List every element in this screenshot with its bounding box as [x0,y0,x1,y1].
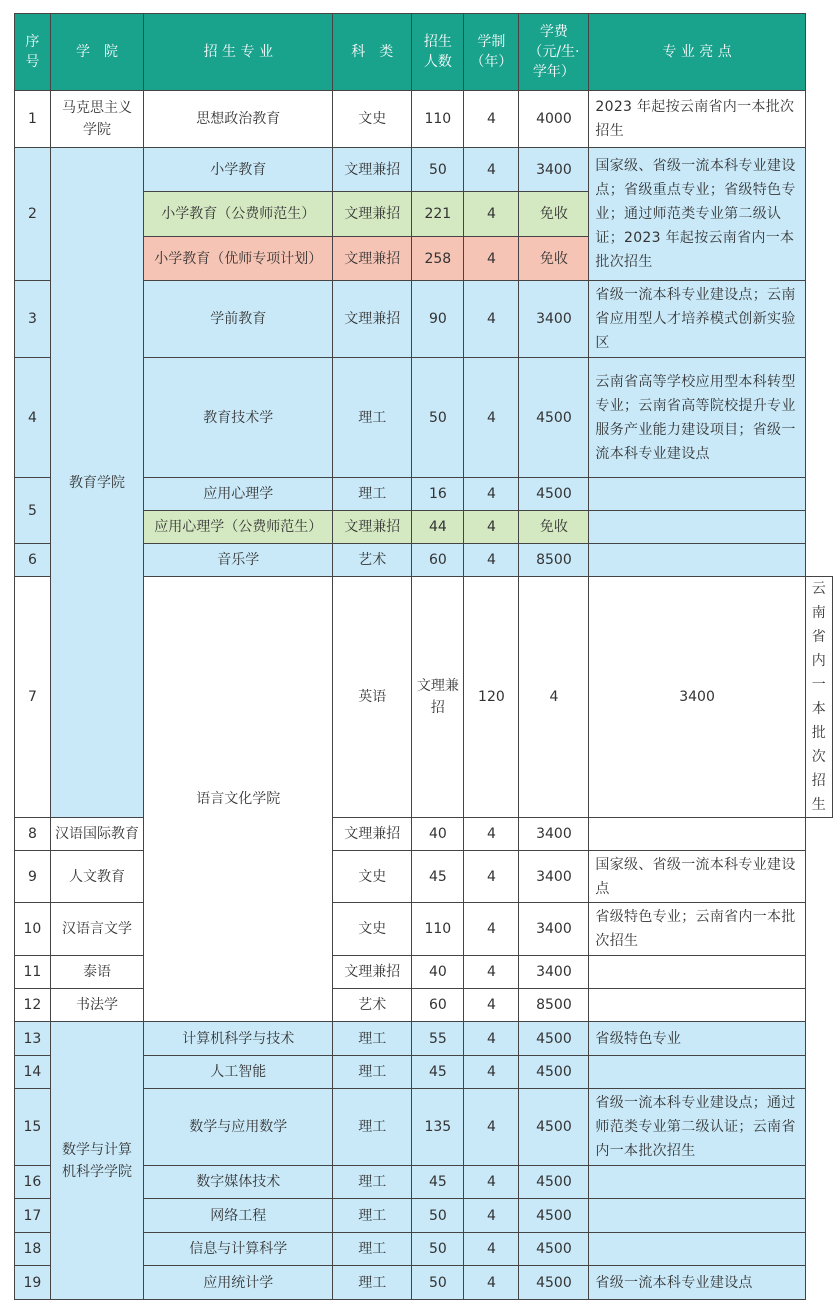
years-cell: 4 [464,1266,519,1300]
fee-cell: 4500 [519,1022,589,1056]
quota-cell: 258 [412,237,464,281]
quota-cell: 45 [412,1166,464,1199]
category-cell: 理工 [333,1022,412,1056]
major-cell: 思想政治教育 [144,91,333,148]
years-cell: 4 [464,192,519,237]
row-no: 12 [15,989,51,1022]
header-college: 学 院 [50,14,143,91]
highlight-cell: 云南省内一本批次招生 [805,577,832,818]
quota-cell: 60 [412,989,464,1022]
years-cell: 4 [464,1233,519,1266]
quota-cell: 40 [412,818,464,851]
category-cell: 文理兼招 [333,237,412,281]
fee-cell: 4500 [519,1166,589,1199]
major-cell: 人文教育 [50,851,143,903]
major-cell: 应用统计学 [144,1266,333,1300]
years-cell: 4 [464,956,519,989]
major-cell: 小学教育 [144,148,333,192]
category-cell: 理工 [333,1233,412,1266]
row-no: 2 [15,148,51,281]
fee-cell: 4500 [519,1089,589,1166]
years-cell: 4 [464,1022,519,1056]
quota-cell: 110 [412,903,464,956]
fee-cell: 4000 [519,91,589,148]
quota-cell: 50 [412,1233,464,1266]
table-row [15,956,833,989]
row-no: 4 [15,358,51,478]
fee-cell: 8500 [519,544,589,577]
fee-cell: 3400 [519,956,589,989]
quota-cell: 50 [412,148,464,192]
years-cell: 4 [464,281,519,358]
years-cell: 4 [464,1089,519,1166]
category-cell: 文理兼招 [333,281,412,358]
row-no: 10 [15,903,51,956]
major-cell: 计算机科学与技术 [144,1022,333,1056]
category-cell: 艺术 [333,989,412,1022]
quota-cell: 44 [412,511,464,544]
highlight-cell: 云南省高等学校应用型本科转型专业；云南省高等院校提升专业服务产业能力建设项目；省级一流本科专业建设点 [589,358,805,478]
category-cell: 理工 [333,478,412,511]
header-category: 科 类 [333,14,412,91]
fee-cell: 4500 [519,1056,589,1089]
years-cell: 4 [464,237,519,281]
header-no: 序号 [15,14,51,91]
fee-cell: 4500 [519,1233,589,1266]
category-cell: 理工 [333,1199,412,1233]
major-cell: 汉语国际教育 [50,818,143,851]
highlight-cell [589,511,805,544]
quota-cell: 50 [412,1199,464,1233]
major-cell: 书法学 [50,989,143,1022]
years-cell: 4 [464,818,519,851]
row-no: 7 [15,577,51,818]
years-cell: 4 [464,148,519,192]
header-highlight: 专 业 亮 点 [589,14,805,91]
fee-cell: 3400 [519,818,589,851]
highlight-cell: 国家级、省级一流本科专业建设点；省级重点专业；省级特色专业；通过师范类专业第二级认证；2023 年起按云南省内一本批次招生 [589,148,805,281]
major-cell: 人工智能 [144,1056,333,1089]
row-no: 11 [15,956,51,989]
row-no: 3 [15,281,51,358]
fee-cell: 3400 [519,281,589,358]
years-cell: 4 [464,358,519,478]
header-fee: 学费（元/生·学年） [519,14,589,91]
category-cell: 文理兼招 [333,818,412,851]
category-cell: 文理兼招 [412,577,464,818]
category-cell: 艺术 [333,544,412,577]
row-no: 19 [15,1266,51,1300]
table-row [15,91,833,148]
admissions-table-wrapper [14,13,833,1300]
highlight-cell: 2023 年起按云南省内一本批次招生 [589,91,805,148]
row-no: 5 [15,478,51,544]
quota-cell: 50 [412,1266,464,1300]
table-row [15,1022,833,1056]
highlight-cell: 省级特色专业 [589,1022,805,1056]
highlight-cell: 省级一流本科专业建设点 [589,1266,805,1300]
major-cell: 应用心理学（公费师范生） [144,511,333,544]
table-row [15,903,833,956]
major-cell: 数学与应用数学 [144,1089,333,1166]
category-cell: 理工 [333,1166,412,1199]
category-cell: 文理兼招 [333,511,412,544]
fee-cell: 3400 [519,903,589,956]
major-cell: 汉语言文学 [50,903,143,956]
years-cell: 4 [464,1166,519,1199]
category-cell: 文理兼招 [333,956,412,989]
row-no: 16 [15,1166,51,1199]
table-row [15,989,833,1022]
category-cell: 文理兼招 [333,192,412,237]
header-quota: 招生人数 [412,14,464,91]
row-no: 8 [15,818,51,851]
fee-cell: 3400 [589,577,805,818]
fee-cell: 4500 [519,478,589,511]
table-header-row [15,14,833,91]
quota-cell: 221 [412,192,464,237]
fee-cell: 3400 [519,851,589,903]
category-cell: 理工 [333,358,412,478]
row-no: 6 [15,544,51,577]
major-cell: 应用心理学 [144,478,333,511]
major-cell: 小学教育（公费师范生） [144,192,333,237]
quota-cell: 90 [412,281,464,358]
quota-cell: 120 [464,577,519,818]
highlight-cell: 省级特色专业；云南省内一本批次招生 [589,903,805,956]
highlight-cell [589,544,805,577]
highlight-cell [589,956,805,989]
fee-cell: 4500 [519,1266,589,1300]
quota-cell: 50 [412,358,464,478]
header-major: 招 生 专 业 [144,14,333,91]
major-cell: 小学教育（优师专项计划） [144,237,333,281]
table-row [15,818,833,851]
quota-cell: 110 [412,91,464,148]
years-cell: 4 [464,851,519,903]
years-cell: 4 [519,577,589,818]
major-cell: 信息与计算科学 [144,1233,333,1266]
highlight-cell [589,989,805,1022]
category-cell: 文理兼招 [333,148,412,192]
fee-cell: 免收 [519,511,589,544]
row-no: 15 [15,1089,51,1166]
highlight-cell: 省级一流本科专业建设点；云南省应用型人才培养模式创新实验区 [589,281,805,358]
header-years: 学制（年） [464,14,519,91]
highlight-cell [589,1199,805,1233]
category-cell: 文史 [333,851,412,903]
quota-cell: 60 [412,544,464,577]
years-cell: 4 [464,1056,519,1089]
quota-cell: 135 [412,1089,464,1166]
row-no: 1 [15,91,51,148]
years-cell: 4 [464,903,519,956]
quota-cell: 16 [412,478,464,511]
fee-cell: 4500 [519,1199,589,1233]
row-no: 18 [15,1233,51,1266]
highlight-cell [589,818,805,851]
college-cell: 数学与计算机科学学院 [50,1022,143,1300]
quota-cell: 45 [412,851,464,903]
college-cell: 马克思主义学院 [50,91,143,148]
fee-cell: 3400 [519,148,589,192]
college-cell: 语言文化学院 [144,577,333,1022]
highlight-cell [589,1056,805,1089]
admissions-table [14,13,833,1300]
years-cell: 4 [464,544,519,577]
quota-cell: 45 [412,1056,464,1089]
fee-cell: 4500 [519,358,589,478]
table-row [15,851,833,903]
quota-cell: 40 [412,956,464,989]
major-cell: 英语 [333,577,412,818]
category-cell: 文史 [333,91,412,148]
years-cell: 4 [464,989,519,1022]
row-no: 13 [15,1022,51,1056]
years-cell: 4 [464,478,519,511]
category-cell: 理工 [333,1089,412,1166]
major-cell: 教育技术学 [144,358,333,478]
fee-cell: 免收 [519,237,589,281]
major-cell: 网络工程 [144,1199,333,1233]
fee-cell: 8500 [519,989,589,1022]
highlight-cell: 国家级、省级一流本科专业建设点 [589,851,805,903]
major-cell: 学前教育 [144,281,333,358]
category-cell: 理工 [333,1266,412,1300]
category-cell: 理工 [333,1056,412,1089]
major-cell: 泰语 [50,956,143,989]
quota-cell: 55 [412,1022,464,1056]
row-no: 9 [15,851,51,903]
highlight-cell: 省级一流本科专业建设点；通过师范类专业第二级认证；云南省内一本批次招生 [589,1089,805,1166]
major-cell: 音乐学 [144,544,333,577]
category-cell: 文史 [333,903,412,956]
major-cell: 数字媒体技术 [144,1166,333,1199]
highlight-cell [589,1166,805,1199]
college-cell: 教育学院 [50,148,143,818]
highlight-cell [589,478,805,511]
row-no: 17 [15,1199,51,1233]
years-cell: 4 [464,91,519,148]
table-row [15,148,833,192]
years-cell: 4 [464,1199,519,1233]
fee-cell: 免收 [519,192,589,237]
years-cell: 4 [464,511,519,544]
row-no: 14 [15,1056,51,1089]
highlight-cell [589,1233,805,1266]
